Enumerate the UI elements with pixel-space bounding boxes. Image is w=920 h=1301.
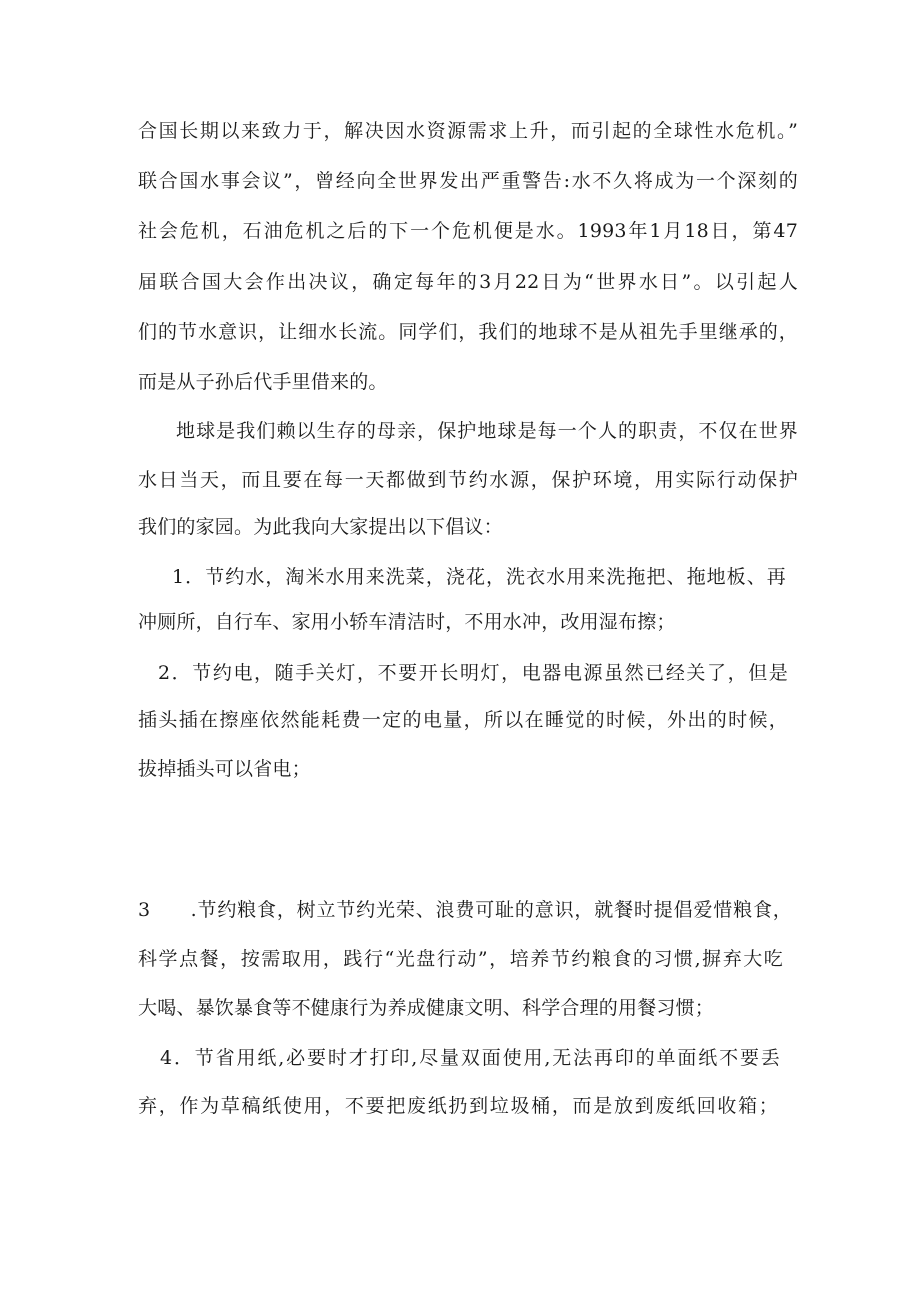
text-line-18: 4．节省用纸,必要时才打印,尽量双面使用,无法再印的单面纸不要丢 (160, 1047, 780, 1069)
text-line-1: 合国长期以来致力于，解决因水资源需求上升，而引起的全球性水危机。” (138, 120, 798, 142)
text-line-14: 拔掉插头可以省电； (138, 758, 311, 780)
text-line-9: 我们的家园。为此我向大家提出以下倡议： (138, 516, 503, 538)
text-line-17: 大喝、暴饮暴食等不健康行为养成健康文明、科学合理的用餐习惯； (138, 997, 715, 1019)
text-line-7: 地球是我们赖以生存的母亲，保护地球是每一个人的职责，不仅在世界 (176, 420, 798, 442)
text-line-8: 水日当天，而且要在每一天都做到节约水源，保护环境，用实际行动保护 (138, 469, 798, 491)
text-line-2: 联合国水事会议”，曾经向全世界发出严重警告:水不久将成为一个深刻的 (138, 170, 798, 192)
text-line-10: 1．节约水，淘米水用来洗菜，浇花，洗衣水用来洗拖把、拖地板、再 (172, 566, 786, 588)
text-line-4: 届联合国大会作出决议，确定每年的3月22日为“世界水日”。以引起人 (138, 271, 798, 293)
text-line-13: 插头插在擦座依然能耗费一定的电量，所以在睡觉的时候，外出的时候， (138, 709, 788, 731)
text-line-3: 社会危机，石油危机之后的下一个危机便是水。1993年1月18日，第47 (138, 220, 798, 242)
text-line-15: 3 .节约粮食，树立节约光荣、浪费可耻的意识，就餐时提倡爱惜粮食， (138, 899, 792, 921)
text-line-12: 2．节约电，随手关灯，不要开长明灯，电器电源虽然已经关了，但是 (158, 662, 788, 684)
text-line-11: 冲厕所，自行车、家用小轿车清洁时，不用水冲，改用湿布擦； (138, 611, 676, 633)
text-line-19: 弃，作为草稿纸使用，不要把废纸扔到垃圾桶，而是放到废纸回收箱； (138, 1095, 778, 1117)
text-line-5: 们的节水意识，让细水长流。同学们，我们的地球不是从祖先手里继承的， (138, 321, 798, 343)
text-line-16: 科学点餐，按需取用，践行“光盘行动”，培养节约粮食的习惯,摒弃大吃 (138, 948, 783, 970)
text-line-6: 而是从子孙后代手里借来的。 (138, 371, 388, 393)
